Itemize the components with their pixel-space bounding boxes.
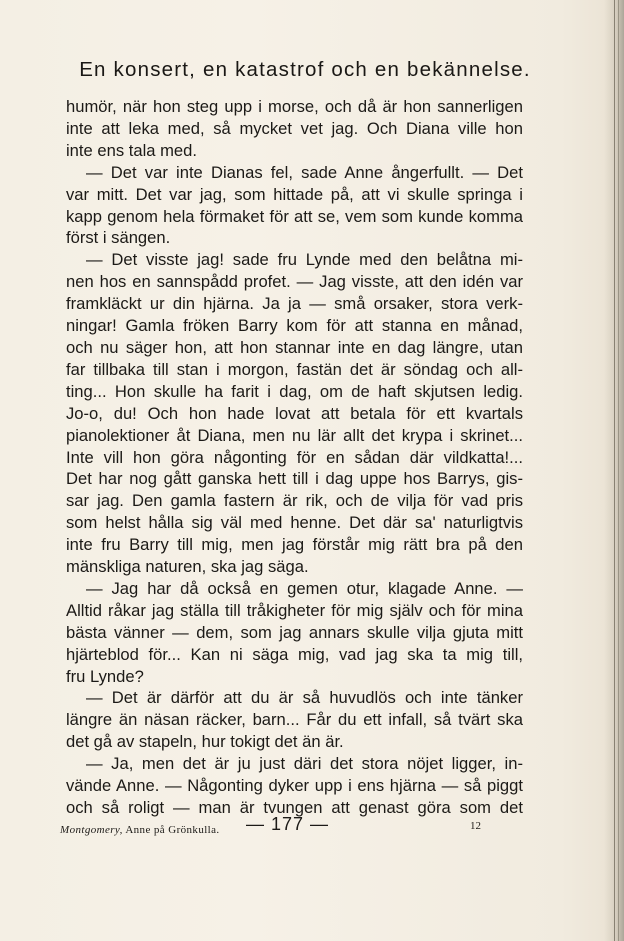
text-line: som helst hålla sig väl med henne. Det där sa' naturligtvis — [66, 513, 523, 533]
body-text — [66, 96, 523, 819]
text-line: — Ja, men det är ju just däri det stora nöjet ligger, in- — [86, 754, 523, 774]
text-line: sar jag. Den gamla fastern är rik, och de vilja för vad pris — [66, 491, 523, 511]
text-line: var mitt. Det var jag, som hittade på, att vi skulle springa i — [66, 184, 523, 204]
text-line: vände Anne. — Någonting dyker upp i ens hjärna — så piggt — [66, 776, 523, 796]
text-line: det gå av stapeln, hur tokigt det än är. — [66, 732, 344, 752]
text-line: hjärteblod för... Kan ni säga mig, vad jag ska ta mig till, — [66, 644, 523, 664]
text-line: mänskliga naturen, ska jag säga. — [66, 557, 309, 577]
text-line: — Det var inte Dianas fel, sade Anne ångerfullt. — Det — [86, 162, 523, 182]
text-line: Det har nog gått ganska hett till i dag uppe hos Barrys, gis- — [66, 469, 523, 489]
text-line: — Det är därför att du är så huvudlös och inte tänker — [86, 688, 523, 708]
text-line: kapp genom hela förmaket för att se, vem som kunde komma — [66, 206, 523, 226]
text-line: far tillbaka till stan i morgon, fastän det är söndag och all- — [66, 359, 523, 379]
spine-edge-line-outer — [618, 0, 619, 941]
spine-edge-line — [614, 0, 615, 941]
text-line: och så roligt — man är tvungen att genast göra som det — [66, 798, 523, 817]
page-footer — [0, 814, 624, 844]
text-line: inte att leka med, så mycket vet jag. Och Diana ville hon — [66, 118, 523, 138]
signature-mark: 12 — [470, 820, 481, 832]
footer-book-credit — [60, 824, 220, 836]
text-line: pianolektioner åt Diana, men nu lär allt det krypa i skrinet... — [66, 425, 523, 445]
text-line: — Jag har då också en gemen otur, klagade Anne. — — [86, 578, 523, 598]
text-line: bästa vänner — dem, som jag annars skulle vilja gjuta mitt — [66, 622, 523, 642]
text-line: först i sängen. — [66, 228, 171, 248]
text-line: Alltid råkar jag ställa till tråkigheter för mig själv och för mina — [66, 600, 523, 620]
footer-author: Montgomery, — [60, 824, 123, 836]
text-line: nen hos en sannspådd profet. — Jag visste, att den idén var — [66, 272, 523, 292]
text-line: — Det visste jag! sade fru Lynde med den belåtna mi- — [86, 250, 523, 270]
text-line: framkläckt ur din hjärna. Ja ja — små orsaker, stora verk- — [66, 294, 523, 314]
text-line: inte ens tala med. — [66, 140, 197, 160]
footer-book-title: Anne på Grönkulla. — [125, 824, 220, 836]
text-line: ningar! Gamla fröken Barry kom för att stanna en månad, — [66, 316, 523, 336]
page-number: — 177 — — [246, 814, 330, 834]
running-head: En konsert, en katastrof och en bekännelse. — [79, 58, 531, 81]
text-line: Jo-o, du! Och hon hade lovat att betala för ett kvartals — [66, 403, 523, 423]
text-line: längre än näsan räcker, barn... Får du ett infall, så tvärt ska — [66, 710, 523, 730]
text-line: inte fru Barry till mig, men jag förstår mig rätt bra på den — [66, 535, 523, 555]
text-line: Inte vill hon göra någonting för en sådan där vildkatta!... — [66, 447, 523, 467]
text-line: fru Lynde? — [66, 666, 144, 686]
text-line: ting... Hon skulle ha farit i dag, om de haft skjutsen ledig. — [66, 381, 523, 401]
text-line: och nu säger hon, att hon stannar inte en dag längre, utan — [66, 337, 523, 357]
text-line: humör, när hon steg upp i morse, och då är hon sannerligen — [66, 97, 523, 116]
